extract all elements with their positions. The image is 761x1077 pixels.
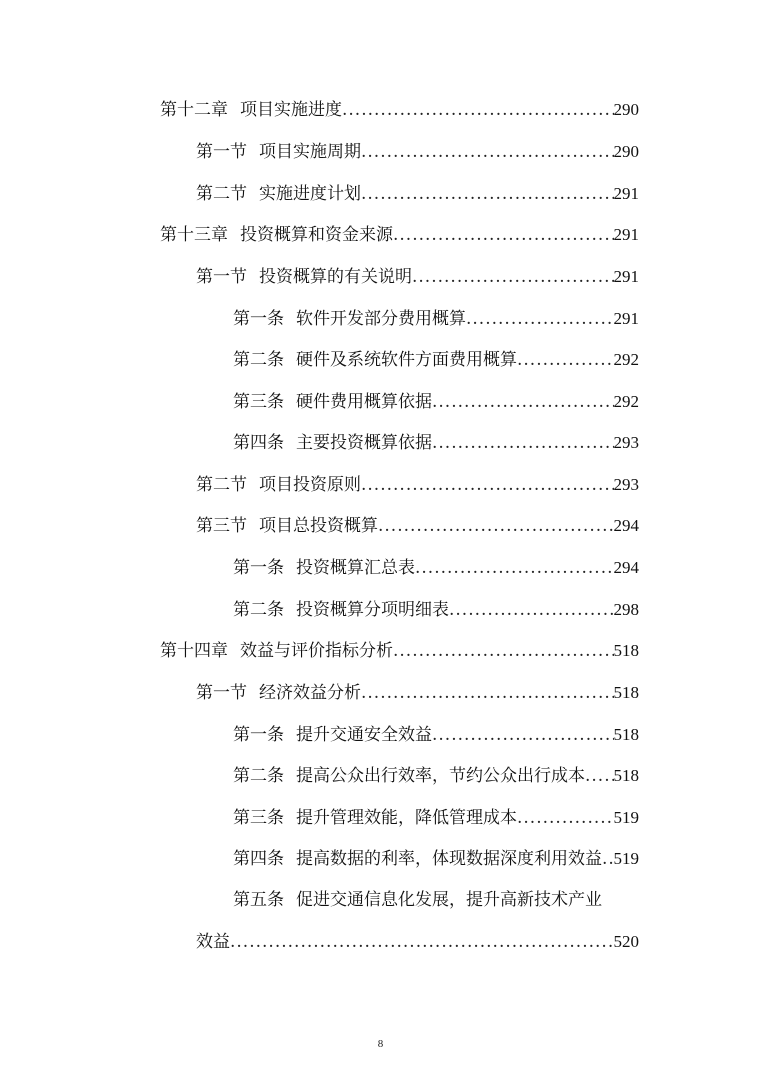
dot-leader bbox=[378, 513, 614, 539]
toc-entry-section[interactable] bbox=[196, 680, 639, 706]
dot-leader bbox=[393, 638, 614, 664]
toc-entry-title: 项目投资原则 bbox=[259, 475, 361, 495]
toc-entry-page: 293 bbox=[613, 475, 639, 494]
toc-entry-chapter-12[interactable] bbox=[160, 97, 639, 123]
toc-entry-label: 第二条 bbox=[233, 766, 284, 786]
dot-leader bbox=[585, 763, 614, 789]
toc-entry-page: 519 bbox=[613, 849, 639, 868]
toc-entry-label: 第三节 bbox=[196, 516, 247, 536]
toc-entry-page: 294 bbox=[613, 558, 639, 577]
toc-entry-page: 292 bbox=[613, 392, 639, 411]
toc-entry-article[interactable] bbox=[233, 722, 639, 748]
toc-entry-article[interactable] bbox=[233, 887, 602, 913]
toc-entry-page: 290 bbox=[613, 142, 639, 161]
dot-leader bbox=[361, 181, 614, 207]
toc-entry-page: 519 bbox=[613, 808, 639, 827]
toc-entry-label: 第一节 bbox=[196, 142, 247, 162]
dot-leader bbox=[517, 805, 614, 831]
toc-entry-page: 520 bbox=[613, 932, 639, 951]
toc-entry-page: 518 bbox=[613, 725, 639, 744]
dot-leader bbox=[432, 389, 614, 415]
toc-entry-section[interactable] bbox=[196, 139, 639, 165]
toc-entry-title: 软件开发部分费用概算 bbox=[296, 309, 466, 329]
toc-entry-title-continuation: 效益 bbox=[196, 932, 230, 952]
toc-entry-page: 291 bbox=[613, 267, 639, 286]
toc-entry-title: 硬件费用概算依据 bbox=[296, 392, 432, 412]
page-number: 8 bbox=[377, 1038, 384, 1050]
toc-entry-chapter-14[interactable] bbox=[160, 638, 639, 664]
toc-entry-page: 292 bbox=[613, 350, 639, 369]
toc-entry-title: 提高数据的利率，体现数据深度利用效益 bbox=[296, 849, 602, 869]
dot-leader bbox=[517, 347, 614, 373]
toc-entry-title: 投资概算和资金来源 bbox=[240, 225, 393, 245]
toc-entry-label: 第一节 bbox=[196, 683, 247, 703]
dot-leader bbox=[415, 555, 614, 581]
dot-leader bbox=[466, 306, 614, 332]
toc-entry-label: 第四条 bbox=[233, 849, 284, 869]
toc-entry-article[interactable] bbox=[233, 306, 639, 332]
toc-entry-label: 第二条 bbox=[233, 350, 284, 370]
toc-entry-label: 第五条 bbox=[233, 890, 284, 910]
toc-entry-section[interactable] bbox=[196, 472, 639, 498]
toc-entry-title: 主要投资概算依据 bbox=[296, 433, 432, 453]
toc-entry-title: 经济效益分析 bbox=[259, 683, 361, 703]
toc-entry-label: 第二条 bbox=[233, 600, 284, 620]
toc-entry-label: 第一节 bbox=[196, 267, 247, 287]
toc-entry-title: 项目实施周期 bbox=[259, 142, 361, 162]
toc-entry-title: 投资概算分项明细表 bbox=[296, 600, 449, 620]
dot-leader bbox=[361, 472, 614, 498]
dot-leader bbox=[432, 722, 614, 748]
toc-entry-page: 293 bbox=[613, 433, 639, 452]
toc-entry-page: 291 bbox=[613, 309, 639, 328]
toc-entry-title: 投资概算的有关说明 bbox=[259, 267, 412, 287]
toc-entry-section[interactable] bbox=[196, 513, 639, 539]
dot-leader bbox=[361, 680, 614, 706]
toc-entry-page: 518 bbox=[613, 641, 639, 660]
toc-entry-section[interactable] bbox=[196, 264, 639, 290]
toc-entry-label: 第一条 bbox=[233, 558, 284, 578]
dot-leader bbox=[602, 846, 614, 872]
dot-leader bbox=[412, 264, 614, 290]
toc-entry-label: 第四条 bbox=[233, 433, 284, 453]
toc-entry-title: 效益与评价指标分析 bbox=[240, 641, 393, 661]
toc-entry-title: 硬件及系统软件方面费用概算 bbox=[296, 350, 517, 370]
toc-entry-label: 第十三章 bbox=[160, 225, 228, 245]
toc-entry-article[interactable] bbox=[233, 597, 639, 623]
toc-entry-page: 290 bbox=[613, 100, 639, 119]
toc-entry-article[interactable] bbox=[233, 389, 639, 415]
dot-leader bbox=[361, 139, 614, 165]
dot-leader bbox=[449, 597, 614, 623]
toc-entry-label: 第二节 bbox=[196, 184, 247, 204]
toc-entry-title: 项目总投资概算 bbox=[259, 516, 378, 536]
toc-entry-label: 第一条 bbox=[233, 309, 284, 329]
toc-entry-article-continuation[interactable] bbox=[196, 929, 639, 955]
toc-entry-title: 提高公众出行效率，节约公众出行成本 bbox=[296, 766, 585, 786]
toc-entry-page: 291 bbox=[613, 225, 639, 244]
toc-entry-article[interactable] bbox=[233, 555, 639, 581]
toc-entry-article[interactable] bbox=[233, 347, 639, 373]
toc-entry-page: 518 bbox=[613, 683, 639, 702]
dot-leader bbox=[393, 222, 614, 248]
toc-entry-page: 518 bbox=[613, 766, 639, 785]
toc-entry-page: 291 bbox=[613, 184, 639, 203]
toc-entry-page: 294 bbox=[613, 516, 639, 535]
toc-entry-article[interactable] bbox=[233, 763, 639, 789]
toc-entry-label: 第二节 bbox=[196, 475, 247, 495]
toc-entry-chapter-13[interactable] bbox=[160, 222, 639, 248]
toc-entry-title: 投资概算汇总表 bbox=[296, 558, 415, 578]
toc-entry-article[interactable] bbox=[233, 430, 639, 456]
dot-leader bbox=[342, 97, 614, 123]
toc-entry-label: 第十二章 bbox=[160, 100, 228, 120]
dot-leader bbox=[230, 929, 614, 955]
toc-entry-title: 提升管理效能，降低管理成本 bbox=[296, 808, 517, 828]
toc-entry-title: 项目实施进度 bbox=[240, 100, 342, 120]
toc-entry-title: 促进交通信息化发展，提升高新技术产业 bbox=[296, 890, 602, 910]
toc-entry-article[interactable] bbox=[233, 846, 639, 872]
toc-entry-label: 第一条 bbox=[233, 725, 284, 745]
toc-entry-title: 提升交通安全效益 bbox=[296, 725, 432, 745]
toc-entry-title: 实施进度计划 bbox=[259, 184, 361, 204]
toc-entry-label: 第三条 bbox=[233, 392, 284, 412]
dot-leader bbox=[432, 430, 614, 456]
toc-entry-page: 298 bbox=[613, 600, 639, 619]
toc-entry-label: 第十四章 bbox=[160, 641, 228, 661]
toc-entry-article[interactable] bbox=[233, 805, 639, 831]
toc-entry-label: 第三条 bbox=[233, 808, 284, 828]
toc-entry-section[interactable] bbox=[196, 181, 639, 207]
